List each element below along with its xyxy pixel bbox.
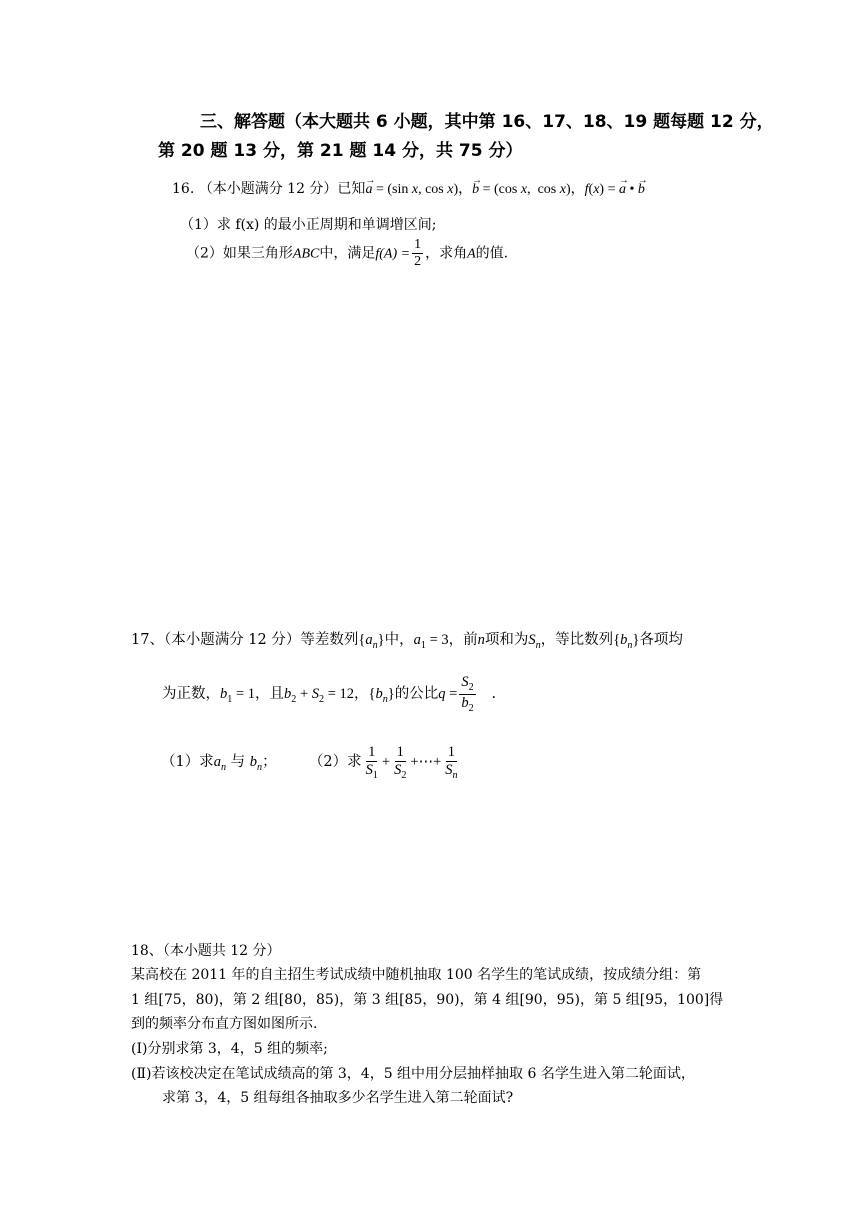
- q16-f-definition: f(x) = → a • → b: [585, 182, 645, 197]
- q17-b1: $b_1 = 1$: [220, 686, 255, 705]
- q16-part2: （2）如果三角形ABC中，满足f(A) = $\frac{1}{2}$ ，求角A的值.: [186, 237, 509, 270]
- q16-vector-b: → b = (cos x, cos x): [472, 182, 571, 197]
- q18-line2: 1 组[75，80)，第 2 组[80，85)，第 3 组[85，90)，第 4 组[90，95)，第 5 组[95，100]得: [131, 992, 724, 1008]
- q17-bn: $b_n$: [249, 753, 263, 773]
- q17-a1: $a_1 = 3$: [413, 632, 449, 651]
- q17-ratio-fraction: $\frac{S_2}{b_2}$: [461, 674, 474, 714]
- q16-part1: （1）求 f(x) 的最小正周期和单调增区间;: [180, 217, 437, 233]
- q18-line3: 到的频率分布直方图如图所示.: [131, 1016, 318, 1032]
- q17-seq-b2: $\{b_n\}$: [368, 686, 395, 705]
- q18-part2-line1: (Ⅱ)若该校决定在笔试成绩高的第 3，4，5 组中用分层抽样抽取 6 名学生进入第二轮面试，: [131, 1066, 695, 1082]
- q17-parts: （1）求$a_n$ 与 $b_n$； （2）求 $\frac{1}{S_1}$ + $\frac{1}{S_2}$ +⋯+ $\frac{1}{S_n}$: [161, 744, 462, 781]
- q17-q-eq: q =: [438, 686, 458, 703]
- q18-part2-line2: 求第 3，4，5 组每组各抽取多少名学生进入第二轮面试?: [162, 1090, 514, 1106]
- q17-an: $a_n$: [213, 753, 227, 773]
- q17-sum-expression: $\frac{1}{S_1}$ + $\frac{1}{S_2}$ +⋯+ $\frac{1}{S_n}$: [365, 744, 458, 781]
- q17-sn: $S_n$: [528, 632, 541, 651]
- q17-condition: $b_2 + S_2 = 12$: [284, 686, 354, 705]
- q16-vector-a: → a = (sin x, cos x): [365, 182, 458, 197]
- q17-seq-a: $\{a_n\}$: [358, 632, 385, 651]
- section-heading-line1: 三、解答题（本大题共 6 小题，其中第 16、17、18、19 题每题 12 分，: [200, 112, 774, 132]
- section-heading-line2: 第 20 题 13 分，第 21 题 14 分，共 75 分）: [158, 141, 523, 161]
- q16-statement: 16. （本小题满分 12 分）已知→ a = (sin x, cos x)，→ b = (cos x, cos x)，f(x) = → a • → b: [172, 178, 645, 198]
- q18-part1: (Ⅰ)分别求第 3，4，5 组的频率;: [131, 1041, 328, 1057]
- q18-line1: 某高校在 2011 年的自主招生考试成绩中随机抽取 100 名学生的笔试成绩，按成绩分组：第: [131, 967, 702, 983]
- q16-intro: 16. （本小题满分 12 分）已知: [172, 181, 366, 197]
- q17-line1: 17、（本小题满分 12 分）等差数列$\{a_n\}$中，$a_1 = 3$，前n项和为$S_n$，等比数列$\{b_n\}$各项均: [131, 632, 683, 651]
- q16-fraction: $\frac{1}{2}$: [414, 237, 422, 270]
- q18-title: 18、（本小题共 12 分）: [131, 943, 281, 959]
- q17-seq-b: $\{b_n\}$: [613, 632, 640, 651]
- q17-line2: 为正数，$b_1 = 1$，且$b_2 + S_2 = 12$，$\{b_n\}$的公比q = $\frac{S_2}{b_2}$ .: [162, 674, 497, 714]
